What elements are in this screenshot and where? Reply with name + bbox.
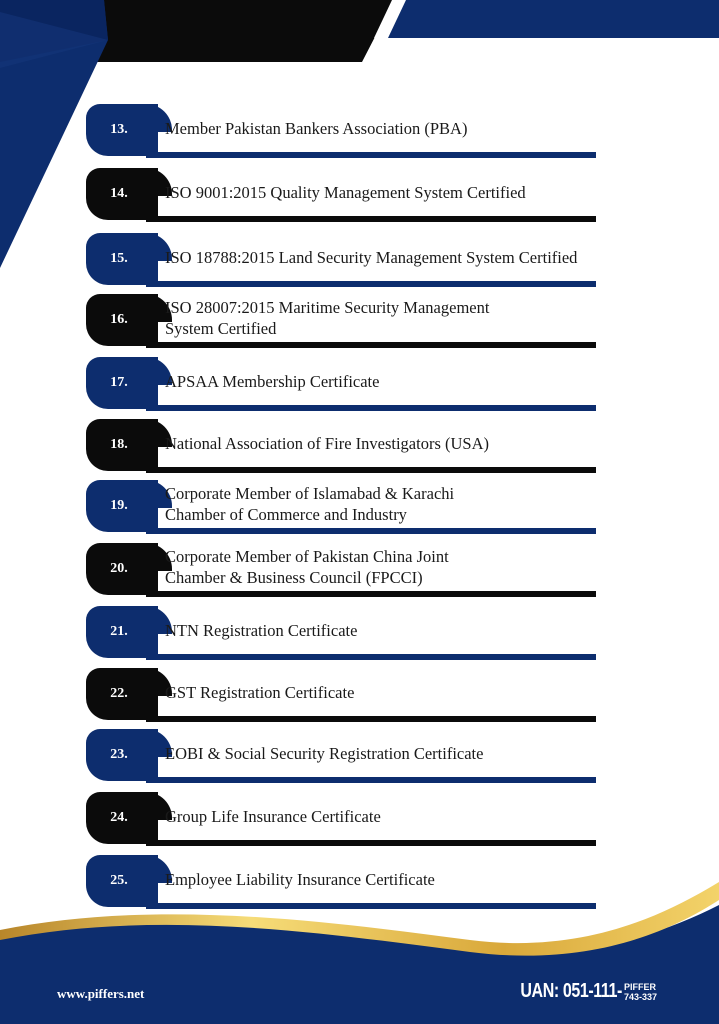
certificate-number-badge: 18. bbox=[86, 419, 158, 471]
row-underline bbox=[146, 903, 596, 909]
certificate-title: Group Life Insurance Certificate bbox=[165, 806, 381, 826]
uan-suffix-bottom: 743-337 bbox=[623, 991, 657, 1002]
uan-suffix bbox=[624, 982, 657, 1002]
certificate-number-badge: 15. bbox=[86, 233, 158, 285]
certificate-number-badge: 21. bbox=[86, 606, 158, 658]
row-underline bbox=[146, 528, 596, 534]
uan-phone[interactable] bbox=[495, 980, 657, 1003]
certificate-title: ISO 18788:2015 Land Security Management System Certified bbox=[165, 247, 578, 267]
uan-main-number: UAN: 051-111- bbox=[520, 980, 622, 1002]
certificate-title: NTN Registration Certificate bbox=[165, 620, 358, 640]
row-underline bbox=[146, 716, 596, 722]
certificate-row bbox=[86, 480, 596, 534]
certificate-title: Employee Liability Insurance Certificate bbox=[165, 869, 435, 889]
certificate-title: APSAA Membership Certificate bbox=[165, 371, 380, 391]
certificate-title: Corporate Member of Islamabad & Karachi Chamber of Commerce and Industry bbox=[165, 484, 455, 524]
row-underline bbox=[146, 591, 596, 597]
certificate-title: Corporate Member of Pakistan China Joint Chamber & Business Council (FPCCI) bbox=[165, 547, 449, 587]
certificate-number-badge: 16. bbox=[86, 294, 158, 346]
certificate-row bbox=[86, 543, 596, 597]
certificate-row bbox=[86, 104, 596, 158]
certificate-row bbox=[86, 233, 596, 287]
certificate-row bbox=[86, 606, 596, 660]
certificate-row bbox=[86, 357, 596, 411]
row-underline bbox=[146, 405, 596, 411]
certificate-row bbox=[86, 729, 596, 783]
row-underline bbox=[146, 342, 596, 348]
uan-suffix-top: PIFFER bbox=[623, 981, 656, 992]
header-blue-band bbox=[388, 0, 719, 38]
row-underline bbox=[146, 152, 596, 158]
row-underline bbox=[146, 281, 596, 287]
row-underline bbox=[146, 216, 596, 222]
website-link[interactable]: www.piffers.net bbox=[57, 986, 145, 1001]
certificate-number-badge: 23. bbox=[86, 729, 158, 781]
certificate-row bbox=[86, 168, 596, 222]
certificate-title: ISO 28007:2015 Maritime Security Management System Certified bbox=[165, 298, 490, 338]
certificate-title: Member Pakistan Bankers Association (PBA) bbox=[165, 118, 468, 138]
certificate-number-badge: 24. bbox=[86, 792, 158, 844]
row-underline bbox=[146, 654, 596, 660]
certificate-title: National Association of Fire Investigators (USA) bbox=[165, 433, 489, 453]
certificate-number-badge: 17. bbox=[86, 357, 158, 409]
row-underline bbox=[146, 467, 596, 473]
certificate-title: ISO 9001:2015 Quality Management System Certified bbox=[165, 182, 526, 202]
certificate-number-badge: 19. bbox=[86, 480, 158, 532]
certificate-title: GST Registration Certificate bbox=[165, 682, 355, 702]
row-underline bbox=[146, 777, 596, 783]
certificate-number-badge: 14. bbox=[86, 168, 158, 220]
certificate-row bbox=[86, 294, 596, 348]
row-underline bbox=[146, 840, 596, 846]
certificate-number-badge: 22. bbox=[86, 668, 158, 720]
certificate-number-badge: 25. bbox=[86, 855, 158, 907]
certificate-title: EOBI & Social Security Registration Certificate bbox=[165, 743, 484, 763]
certificate-number-badge: 20. bbox=[86, 543, 158, 595]
certificate-row bbox=[86, 792, 596, 846]
certificate-row bbox=[86, 419, 596, 473]
certificate-row bbox=[86, 855, 596, 909]
certificate-number-badge: 13. bbox=[86, 104, 158, 156]
certificate-row bbox=[86, 668, 596, 722]
